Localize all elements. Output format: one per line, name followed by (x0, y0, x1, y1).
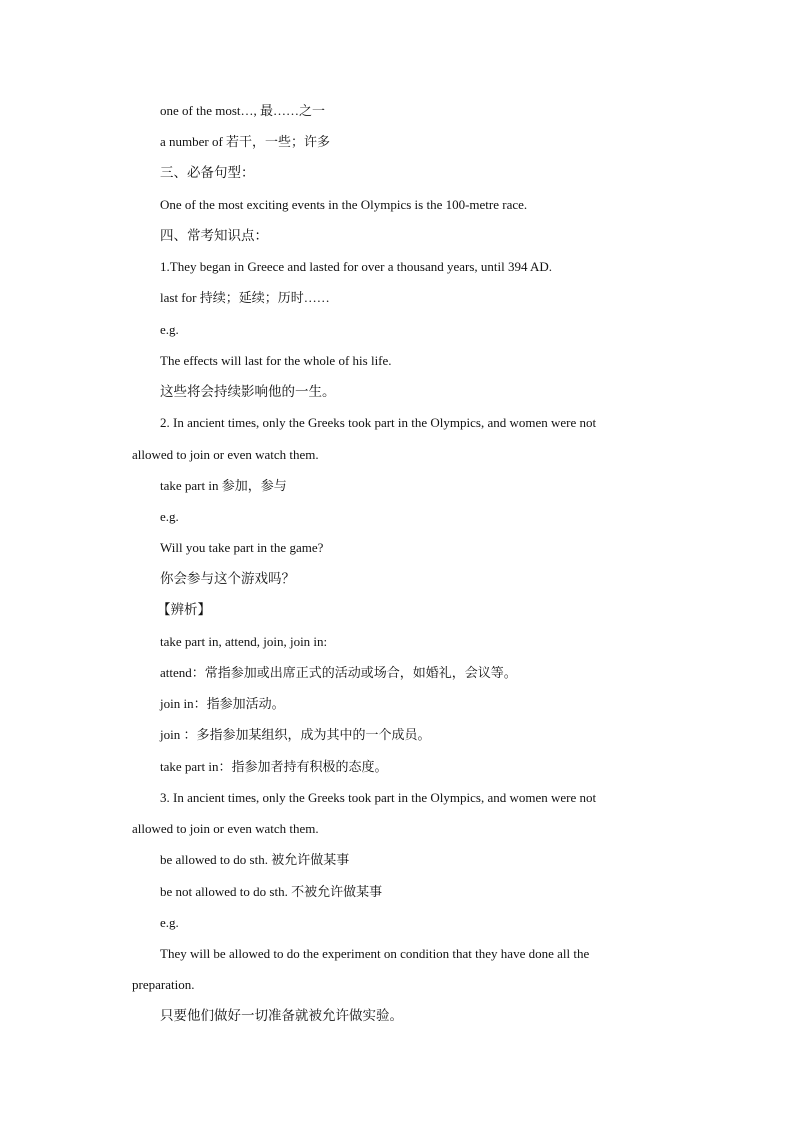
key-point-1-sentence: 1.They began in Greece and lasted for over a thousand years, until 394 AD. (160, 259, 553, 274)
example-label: e.g. (160, 915, 179, 930)
phrase-one-of-the-most: one of the most…, 最……之一 (160, 103, 326, 118)
analysis-take-part-in: take part in：指参加者持有积极的态度。 (160, 759, 388, 774)
section-heading-key-points: 四、常考知识点： (160, 228, 268, 244)
example-sentence-en-line2: preparation. (132, 977, 195, 992)
key-point-3-sentence-line2: allowed to join or even watch them. (132, 821, 319, 836)
analysis-join: join ：多指参加某组织，成为其中的一个成员。 (160, 727, 431, 742)
example-sentence-en-line1: They will be allowed to do the experiment on condition that they have done all the (160, 946, 590, 961)
analysis-join-in: join in：指参加活动。 (160, 696, 285, 711)
example-sentence-en: The effects will last for the whole of his life. (160, 353, 392, 368)
key-point-3-sentence-line1: 3. In ancient times, only the Greeks took part in the Olympics, and women were not (160, 790, 597, 805)
key-point-2-sentence-line1: 2. In ancient times, only the Greeks took part in the Olympics, and women were not (160, 415, 597, 430)
phrase-be-not-allowed-to: be not allowed to do sth. 不被允许做某事 (160, 884, 383, 899)
analysis-attend: attend：常指参加或出席正式的活动或场合，如婚礼，会议等。 (160, 665, 517, 680)
example-label: e.g. (160, 322, 179, 337)
phrase-last-for: last for 持续；延续；历时…… (160, 290, 330, 305)
phrase-a-number-of: a number of 若干，一些；许多 (160, 134, 331, 149)
example-sentence-zh: 你会参与这个游戏吗？ (160, 571, 295, 587)
key-point-2-sentence-line2: allowed to join or even watch them. (132, 447, 319, 462)
analysis-heading: 【辨析】 (157, 602, 211, 618)
section-heading-sentence-patterns: 三、必备句型： (160, 165, 255, 181)
phrase-take-part-in: take part in 参加，参与 (160, 478, 287, 493)
phrase-be-allowed-to: be allowed to do sth. 被允许做某事 (160, 852, 350, 867)
sentence-pattern-example: One of the most exciting events in the Olympics is the 100-metre race. (160, 197, 528, 212)
example-sentence-en: Will you take part in the game? (160, 540, 324, 555)
example-sentence-zh: 只要他们做好一切准备就被允许做实验。 (160, 1008, 403, 1024)
example-label: e.g. (160, 509, 179, 524)
example-sentence-zh: 这些将会持续影响他的一生。 (160, 384, 336, 400)
analysis-terms: take part in, attend, join, join in: (160, 634, 328, 649)
